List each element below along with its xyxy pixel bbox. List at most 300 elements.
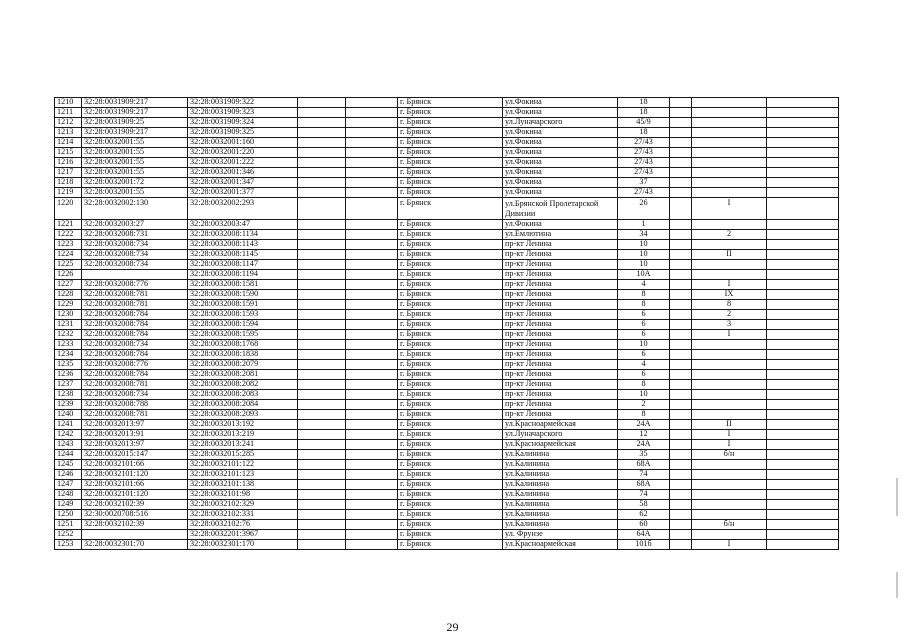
row-number: 1219 (55, 188, 82, 198)
empty-cell (670, 330, 692, 340)
empty-cell (670, 98, 692, 108)
empty-cell (346, 500, 398, 510)
house-number: 18 (618, 98, 670, 108)
row-number: 1212 (55, 118, 82, 128)
row-number: 1218 (55, 178, 82, 188)
street: пр-кт Ленина (503, 250, 618, 260)
house-number: 27/43 (618, 138, 670, 148)
empty-cell (670, 480, 692, 490)
empty-cell (767, 510, 839, 520)
table-row (55, 510, 839, 520)
cadastral-number: 32:28:0032013:241 (188, 440, 298, 450)
cadastral-number: 32:28:0032008:2082 (188, 380, 298, 390)
apartment-number (692, 470, 767, 480)
empty-cell (767, 470, 839, 480)
cadastral-number-parent: 32:28:0032001:55 (82, 158, 188, 168)
city: г. Брянск (398, 410, 503, 420)
street: ул.Брянской Пролетарской Дивизии (503, 198, 618, 220)
page-number: 29 (446, 620, 459, 634)
street: ул.Калинина (503, 480, 618, 490)
empty-cell (346, 330, 398, 340)
empty-cell (670, 118, 692, 128)
empty-cell (767, 178, 839, 188)
house-number: 10 (618, 250, 670, 260)
house-number: 74 (618, 490, 670, 500)
street: пр-кт Ленина (503, 400, 618, 410)
cadastral-number: 32:28:0032008:1591 (188, 300, 298, 310)
empty-cell (767, 280, 839, 290)
cadastral-number: 32:28:0031909:322 (188, 98, 298, 108)
empty-cell (346, 320, 398, 330)
empty-cell (346, 420, 398, 430)
cadastral-number: 32:28:0032003:47 (188, 220, 298, 230)
empty-cell (670, 470, 692, 480)
table-row (55, 300, 839, 310)
city: г. Брянск (398, 260, 503, 270)
cadastral-number: 32:28:0032002:293 (188, 198, 298, 220)
empty-cell (767, 300, 839, 310)
empty-cell (346, 540, 398, 550)
empty-cell (298, 460, 346, 470)
table-row (55, 128, 839, 138)
empty-cell (670, 290, 692, 300)
empty-cell (298, 148, 346, 158)
street: ул.Луначарского (503, 430, 618, 440)
house-number: 27/43 (618, 168, 670, 178)
street: ул.Фокина (503, 148, 618, 158)
cadastral-number: 32:28:0032008:2079 (188, 360, 298, 370)
row-number: 1225 (55, 260, 82, 270)
empty-cell (346, 380, 398, 390)
empty-cell (298, 198, 346, 220)
row-number: 1251 (55, 520, 82, 530)
empty-cell (670, 158, 692, 168)
apartment-number: IX (692, 290, 767, 300)
cadastral-number-parent: 32:28:0032013:97 (82, 440, 188, 450)
apartment-number: II (692, 250, 767, 260)
house-number: 6 (618, 370, 670, 380)
empty-cell (767, 270, 839, 280)
empty-cell (670, 138, 692, 148)
empty-cell (298, 330, 346, 340)
city: г. Брянск (398, 118, 503, 128)
empty-cell (670, 198, 692, 220)
empty-cell (298, 350, 346, 360)
street: пр-кт Ленина (503, 370, 618, 380)
row-number: 1246 (55, 470, 82, 480)
cadastral-number-parent: 32:28:0032008:734 (82, 250, 188, 260)
house-number: 8 (618, 380, 670, 390)
street: ул.Калинина (503, 490, 618, 500)
empty-cell (346, 350, 398, 360)
cadastral-number-parent: 32:28:0032008:784 (82, 350, 188, 360)
cadastral-number-parent: 32:28:0032101:120 (82, 470, 188, 480)
cadastral-number: 32:28:0032201:3967 (188, 530, 298, 540)
empty-cell (767, 148, 839, 158)
table-row (55, 98, 839, 108)
street: пр-кт Ленина (503, 290, 618, 300)
street: пр-кт Ленина (503, 240, 618, 250)
cadastral-number-parent: 32:28:0032015:147 (82, 450, 188, 460)
table-row (55, 460, 839, 470)
house-number: 68А (618, 460, 670, 470)
house-number: 74 (618, 470, 670, 480)
apartment-number: 2 (692, 230, 767, 240)
empty-cell (298, 310, 346, 320)
scan-edge-mark (896, 572, 898, 598)
house-number: 35 (618, 450, 670, 460)
house-number: 101б (618, 540, 670, 550)
apartment-number: б/н (692, 520, 767, 530)
cadastral-number-parent (82, 530, 188, 540)
cadastral-number-parent: 32:28:0032008:781 (82, 410, 188, 420)
empty-cell (298, 360, 346, 370)
cadastral-number-parent: 32:28:0032008:734 (82, 240, 188, 250)
row-number: 1221 (55, 220, 82, 230)
empty-cell (346, 178, 398, 188)
apartment-number (692, 138, 767, 148)
row-number: 1232 (55, 330, 82, 340)
city: г. Брянск (398, 168, 503, 178)
street: пр-кт Ленина (503, 390, 618, 400)
empty-cell (670, 250, 692, 260)
apartment-number (692, 148, 767, 158)
city: г. Брянск (398, 240, 503, 250)
empty-cell (298, 510, 346, 520)
table-row (55, 400, 839, 410)
empty-cell (767, 340, 839, 350)
house-number: 34 (618, 230, 670, 240)
empty-cell (298, 390, 346, 400)
apartment-number (692, 510, 767, 520)
cadastral-number: 32:28:0032008:1194 (188, 270, 298, 280)
house-number: 10 (618, 240, 670, 250)
row-number: 1250 (55, 510, 82, 520)
apartment-number (692, 108, 767, 118)
empty-cell (670, 500, 692, 510)
city: г. Брянск (398, 530, 503, 540)
table-row (55, 520, 839, 530)
table-row (55, 280, 839, 290)
empty-cell (767, 520, 839, 530)
cadastral-number: 32:28:0032001:222 (188, 158, 298, 168)
table-row (55, 108, 839, 118)
empty-cell (670, 430, 692, 440)
table-row (55, 480, 839, 490)
street: ул.Калинина (503, 510, 618, 520)
apartment-number: 8 (692, 300, 767, 310)
city: г. Брянск (398, 380, 503, 390)
house-number: 24А (618, 440, 670, 450)
city: г. Брянск (398, 198, 503, 220)
cadastral-number-parent: 32:28:0032008:731 (82, 230, 188, 240)
cadastral-number: 32:28:0032001:160 (188, 138, 298, 148)
empty-cell (346, 530, 398, 540)
empty-cell (767, 450, 839, 460)
cadastral-number: 32:28:0032008:1593 (188, 310, 298, 320)
cadastral-number: 32:28:0032101:122 (188, 460, 298, 470)
apartment-number (692, 490, 767, 500)
empty-cell (298, 520, 346, 530)
cadastral-number: 32:28:0032008:1147 (188, 260, 298, 270)
house-number: 4 (618, 280, 670, 290)
city: г. Брянск (398, 230, 503, 240)
empty-cell (767, 98, 839, 108)
city: г. Брянск (398, 520, 503, 530)
empty-cell (767, 158, 839, 168)
empty-cell (298, 138, 346, 148)
empty-cell (298, 430, 346, 440)
empty-cell (346, 138, 398, 148)
apartment-number: 2 (692, 310, 767, 320)
empty-cell (670, 168, 692, 178)
row-number: 1236 (55, 370, 82, 380)
street: ул.Красноармейская (503, 420, 618, 430)
cadastral-number: 32:28:0032008:1134 (188, 230, 298, 240)
street: ул.Фокина (503, 138, 618, 148)
row-number: 1211 (55, 108, 82, 118)
empty-cell (767, 290, 839, 300)
row-number: 1249 (55, 500, 82, 510)
empty-cell (346, 158, 398, 168)
apartment-number (692, 260, 767, 270)
street: пр-кт Ленина (503, 270, 618, 280)
row-number: 1213 (55, 128, 82, 138)
house-number: 27/43 (618, 148, 670, 158)
property-register-table (54, 97, 839, 550)
empty-cell (298, 108, 346, 118)
cadastral-number-parent: 32:28:0032101:66 (82, 480, 188, 490)
table-row (55, 340, 839, 350)
cadastral-number-parent: 32:28:0032008:784 (82, 330, 188, 340)
empty-cell (346, 460, 398, 470)
empty-cell (298, 300, 346, 310)
cadastral-number-parent: 32:28:0032001:55 (82, 148, 188, 158)
street: пр-кт Ленина (503, 280, 618, 290)
scan-edge-mark (896, 478, 898, 516)
empty-cell (767, 440, 839, 450)
row-number: 1233 (55, 340, 82, 350)
table-row (55, 250, 839, 260)
empty-cell (767, 530, 839, 540)
row-number: 1226 (55, 270, 82, 280)
apartment-number (692, 128, 767, 138)
cadastral-number-parent: 32:28:0032003:27 (82, 220, 188, 230)
house-number: 26 (618, 198, 670, 220)
cadastral-number-parent: 32:28:0032102:39 (82, 520, 188, 530)
house-number: 6 (618, 320, 670, 330)
empty-cell (346, 220, 398, 230)
empty-cell (670, 270, 692, 280)
table-row (55, 148, 839, 158)
cadastral-number-parent: 32:28:0032002:130 (82, 198, 188, 220)
empty-cell (670, 450, 692, 460)
empty-cell (767, 380, 839, 390)
empty-cell (767, 460, 839, 470)
empty-cell (670, 350, 692, 360)
row-number: 1224 (55, 250, 82, 260)
city: г. Брянск (398, 290, 503, 300)
city: г. Брянск (398, 270, 503, 280)
apartment-number (692, 530, 767, 540)
apartment-number (692, 500, 767, 510)
cadastral-number: 32:28:0032015:285 (188, 450, 298, 460)
empty-cell (346, 360, 398, 370)
apartment-number (692, 98, 767, 108)
street: ул.Фокина (503, 220, 618, 230)
table-row (55, 530, 839, 540)
cadastral-number-parent: 32:28:0031909:217 (82, 108, 188, 118)
cadastral-number-parent (82, 270, 188, 280)
cadastral-number: 32:28:0032008:1590 (188, 290, 298, 300)
empty-cell (346, 128, 398, 138)
empty-cell (670, 280, 692, 290)
city: г. Брянск (398, 108, 503, 118)
cadastral-number-parent: 32:28:0032008:776 (82, 280, 188, 290)
apartment-number: II (692, 420, 767, 430)
empty-cell (767, 330, 839, 340)
empty-cell (670, 530, 692, 540)
city: г. Брянск (398, 500, 503, 510)
cadastral-number-parent: 32:28:0032008:781 (82, 300, 188, 310)
cadastral-number: 32:28:0032008:1768 (188, 340, 298, 350)
table-row (55, 198, 839, 220)
cadastral-number-parent: 32:28:0032008:734 (82, 340, 188, 350)
table-row (55, 138, 839, 148)
apartment-number: I (692, 330, 767, 340)
empty-cell (346, 230, 398, 240)
empty-cell (767, 410, 839, 420)
city: г. Брянск (398, 98, 503, 108)
cadastral-number-parent: 32:28:0032008:788 (82, 400, 188, 410)
house-number: 10 (618, 390, 670, 400)
empty-cell (670, 400, 692, 410)
empty-cell (767, 260, 839, 270)
house-number: 68А (618, 480, 670, 490)
city: г. Брянск (398, 540, 503, 550)
cadastral-number-parent: 32:28:0032008:781 (82, 380, 188, 390)
house-number: 6 (618, 350, 670, 360)
cadastral-number: 32:28:0032008:1594 (188, 320, 298, 330)
house-number: 64А (618, 530, 670, 540)
empty-cell (298, 178, 346, 188)
empty-cell (298, 420, 346, 430)
table-row (55, 260, 839, 270)
row-number: 1222 (55, 230, 82, 240)
empty-cell (670, 260, 692, 270)
row-number: 1242 (55, 430, 82, 440)
empty-cell (670, 148, 692, 158)
empty-cell (767, 118, 839, 128)
empty-cell (767, 360, 839, 370)
street: пр-кт Ленина (503, 380, 618, 390)
row-number: 1245 (55, 460, 82, 470)
empty-cell (346, 250, 398, 260)
apartment-number (692, 240, 767, 250)
city: г. Брянск (398, 350, 503, 360)
empty-cell (346, 188, 398, 198)
empty-cell (346, 430, 398, 440)
empty-cell (298, 450, 346, 460)
row-number: 1217 (55, 168, 82, 178)
empty-cell (298, 440, 346, 450)
cadastral-number-parent: 32:28:0032008:781 (82, 290, 188, 300)
table-row (55, 420, 839, 430)
cadastral-number: 32:28:0032008:1838 (188, 350, 298, 360)
empty-cell (767, 370, 839, 380)
city: г. Брянск (398, 148, 503, 158)
city: г. Брянск (398, 510, 503, 520)
cadastral-number-parent: 32:28:0032001:55 (82, 138, 188, 148)
empty-cell (298, 320, 346, 330)
empty-cell (670, 390, 692, 400)
city: г. Брянск (398, 480, 503, 490)
empty-cell (298, 470, 346, 480)
cadastral-number: 32:28:0032008:2084 (188, 400, 298, 410)
empty-cell (346, 280, 398, 290)
house-number: 27/43 (618, 188, 670, 198)
empty-cell (298, 290, 346, 300)
house-number: 8 (618, 300, 670, 310)
table-row (55, 158, 839, 168)
row-number: 1243 (55, 440, 82, 450)
empty-cell (767, 320, 839, 330)
street: ул.Калинина (503, 470, 618, 480)
apartment-number: 3 (692, 320, 767, 330)
city: г. Брянск (398, 138, 503, 148)
cadastral-number: 32:28:0032008:1595 (188, 330, 298, 340)
empty-cell (298, 370, 346, 380)
cadastral-number: 32:28:0032008:2083 (188, 390, 298, 400)
apartment-number (692, 480, 767, 490)
cadastral-number: 32:28:0032008:1581 (188, 280, 298, 290)
city: г. Брянск (398, 158, 503, 168)
apartment-number (692, 340, 767, 350)
row-number: 1223 (55, 240, 82, 250)
empty-cell (346, 108, 398, 118)
city: г. Брянск (398, 370, 503, 380)
house-number: 12 (618, 430, 670, 440)
apartment-number (692, 220, 767, 230)
empty-cell (346, 440, 398, 450)
empty-cell (670, 360, 692, 370)
empty-cell (767, 540, 839, 550)
city: г. Брянск (398, 430, 503, 440)
city: г. Брянск (398, 470, 503, 480)
table-row (55, 430, 839, 440)
table-row (55, 168, 839, 178)
empty-cell (670, 380, 692, 390)
table-row (55, 390, 839, 400)
empty-cell (298, 540, 346, 550)
empty-cell (767, 230, 839, 240)
table-row (55, 360, 839, 370)
empty-cell (670, 300, 692, 310)
empty-cell (346, 260, 398, 270)
empty-cell (346, 290, 398, 300)
empty-cell (346, 390, 398, 400)
cadastral-number-parent: 32:28:0032101:120 (82, 490, 188, 500)
street: пр-кт Ленина (503, 310, 618, 320)
empty-cell (670, 320, 692, 330)
empty-cell (670, 220, 692, 230)
table-row (55, 440, 839, 450)
cadastral-number-parent: 32:28:0032008:784 (82, 370, 188, 380)
empty-cell (767, 250, 839, 260)
street: ул.Фокина (503, 178, 618, 188)
row-number: 1231 (55, 320, 82, 330)
city: г. Брянск (398, 188, 503, 198)
